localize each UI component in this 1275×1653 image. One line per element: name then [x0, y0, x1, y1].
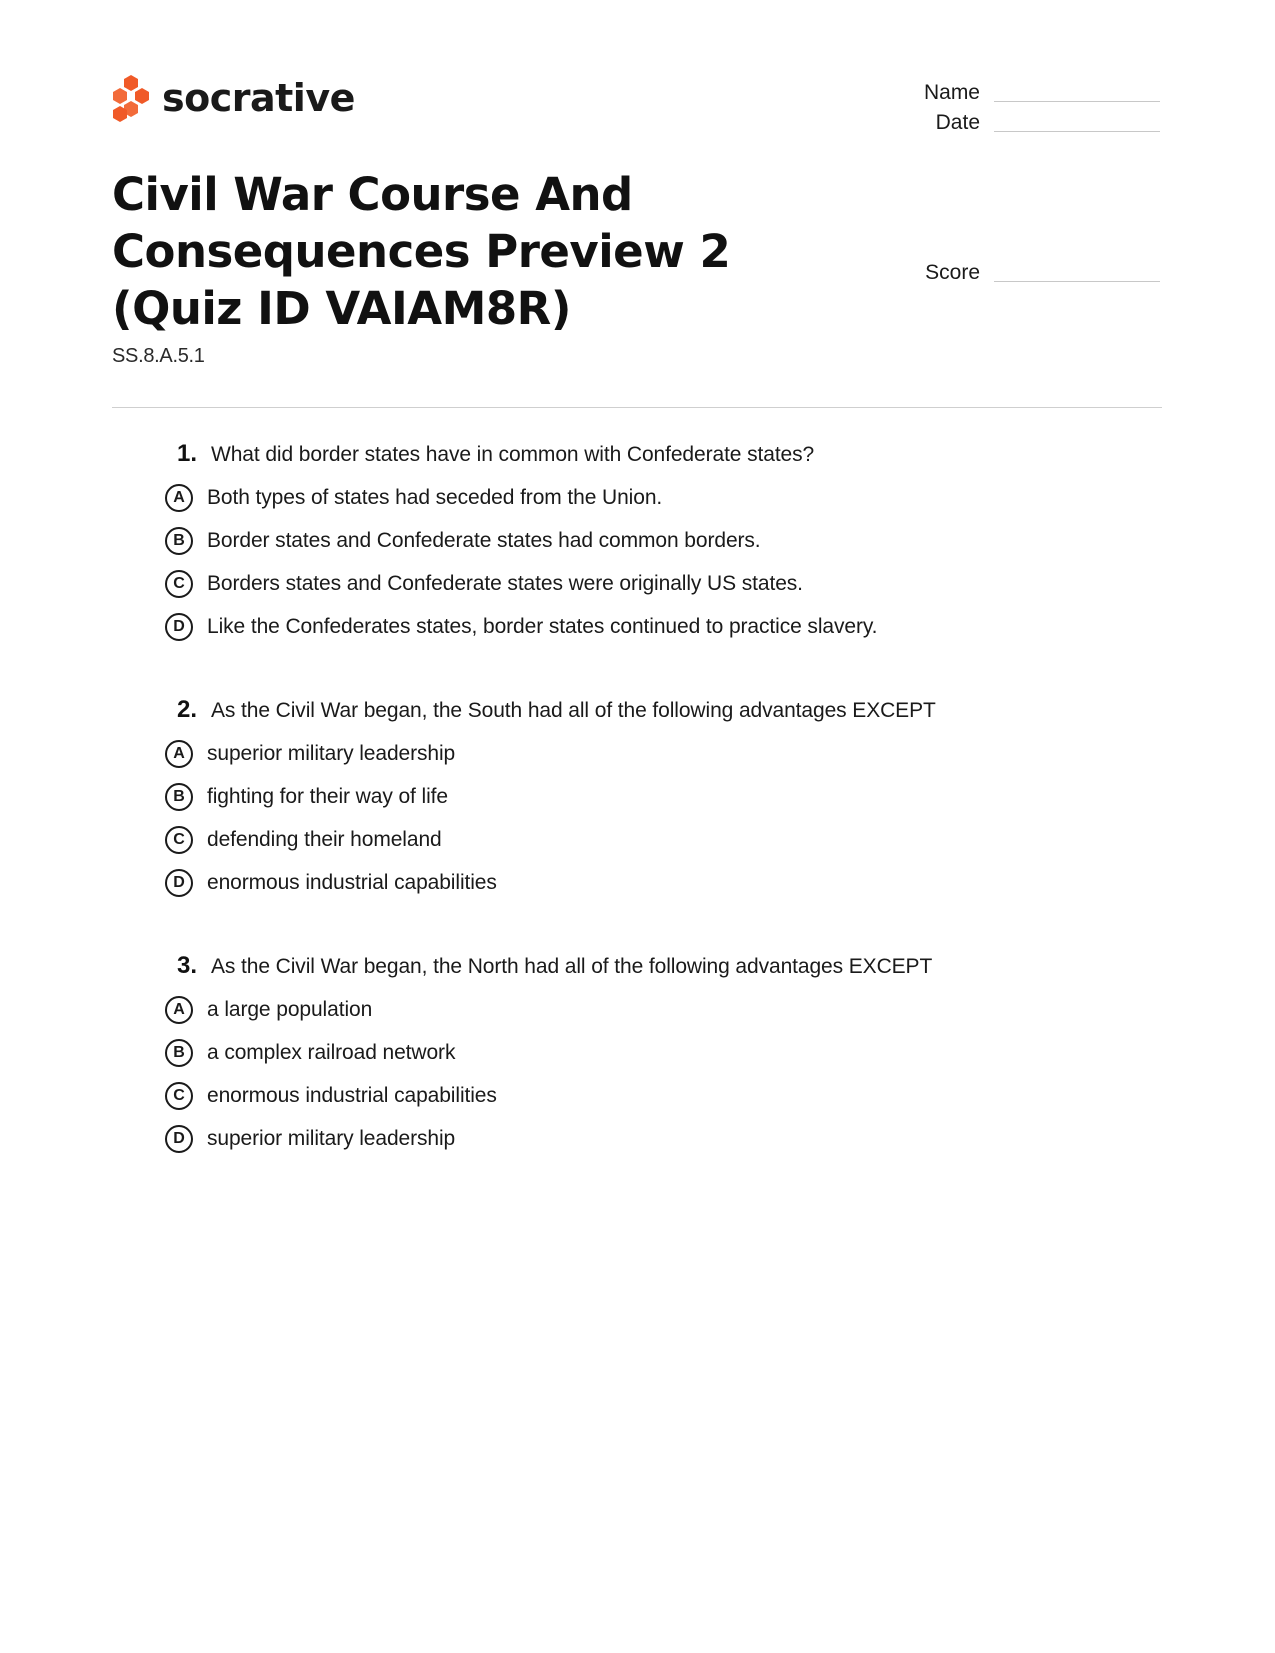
question-2: [165, 696, 1065, 904]
choice-d[interactable]: [165, 1117, 1065, 1160]
date-label: Date: [935, 111, 980, 134]
answer-bubble-d[interactable]: D: [165, 869, 193, 897]
brand-name: socrative: [162, 76, 355, 120]
choice-c[interactable]: [165, 818, 1065, 861]
question-text: What did border states have in common with Confederate states?: [211, 443, 815, 466]
score-block: [900, 256, 1160, 286]
choice-text: fighting for their way of life: [207, 784, 448, 808]
name-field[interactable]: [994, 101, 1160, 102]
question-text: As the Civil War began, the North had all of the following advantages EXCEPT: [211, 955, 933, 978]
choice-text: superior military leadership: [207, 1126, 456, 1150]
question-text: As the Civil War began, the South had all of the following advantages EXCEPT: [211, 699, 936, 722]
choice-a[interactable]: [165, 732, 1065, 775]
date-field[interactable]: [994, 131, 1160, 132]
student-info: [900, 76, 1160, 136]
choice-d[interactable]: [165, 605, 1065, 648]
score-row: [900, 256, 1160, 286]
question-number: 3.: [176, 952, 197, 979]
choice-text: enormous industrial capabilities: [207, 870, 497, 894]
header-divider: [112, 407, 1162, 408]
choice-d[interactable]: [165, 861, 1065, 904]
choice-text: defending their homeland: [207, 827, 442, 851]
answer-bubble-a[interactable]: A: [165, 996, 193, 1024]
question-number: 2.: [176, 696, 197, 723]
choice-c[interactable]: [165, 562, 1065, 605]
answer-bubble-a[interactable]: A: [165, 484, 193, 512]
choice-b[interactable]: [165, 519, 1065, 562]
choice-text: enormous industrial capabilities: [207, 1083, 497, 1107]
question-header: [165, 696, 1065, 732]
socrative-hexagons-icon: [112, 73, 150, 123]
answer-bubble-d[interactable]: D: [165, 613, 193, 641]
question-1: [165, 440, 1065, 648]
name-row: [900, 76, 1160, 106]
question-number: 1.: [176, 440, 197, 467]
question-header: [165, 952, 1065, 988]
choice-text: a large population: [207, 997, 373, 1021]
choice-text: Borders states and Confederate states were originally US states.: [207, 571, 803, 595]
choice-b[interactable]: [165, 1031, 1065, 1074]
choice-text: Both types of states had seceded from the Union.: [207, 485, 663, 509]
answer-bubble-c[interactable]: C: [165, 1082, 193, 1110]
question-3: [165, 952, 1065, 1160]
answer-bubble-b[interactable]: B: [165, 1039, 193, 1067]
quiz-title: Civil War Course And Consequences Preview 2 (Quiz ID VAIAM8R): [112, 168, 731, 335]
choice-text: Like the Confederates states, border states continued to practice slavery.: [207, 614, 878, 638]
question-header: [165, 440, 1065, 476]
date-row: [900, 106, 1160, 136]
choice-b[interactable]: [165, 775, 1065, 818]
score-label: Score: [925, 261, 980, 284]
answer-bubble-b[interactable]: B: [165, 783, 193, 811]
choice-text: Border states and Confederate states had common borders.: [207, 528, 761, 552]
standard-code: SS.8.A.5.1: [112, 345, 205, 367]
answer-bubble-c[interactable]: C: [165, 570, 193, 598]
answer-bubble-d[interactable]: D: [165, 1125, 193, 1153]
choice-text: superior military leadership: [207, 741, 456, 765]
answer-bubble-b[interactable]: B: [165, 527, 193, 555]
choice-a[interactable]: [165, 988, 1065, 1031]
socrative-logo: [112, 72, 355, 124]
answer-bubble-c[interactable]: C: [165, 826, 193, 854]
score-field[interactable]: [994, 281, 1160, 282]
choice-text: a complex railroad network: [207, 1040, 456, 1064]
choice-a[interactable]: [165, 476, 1065, 519]
answer-bubble-a[interactable]: A: [165, 740, 193, 768]
choice-c[interactable]: [165, 1074, 1065, 1117]
name-label: Name: [923, 81, 980, 104]
